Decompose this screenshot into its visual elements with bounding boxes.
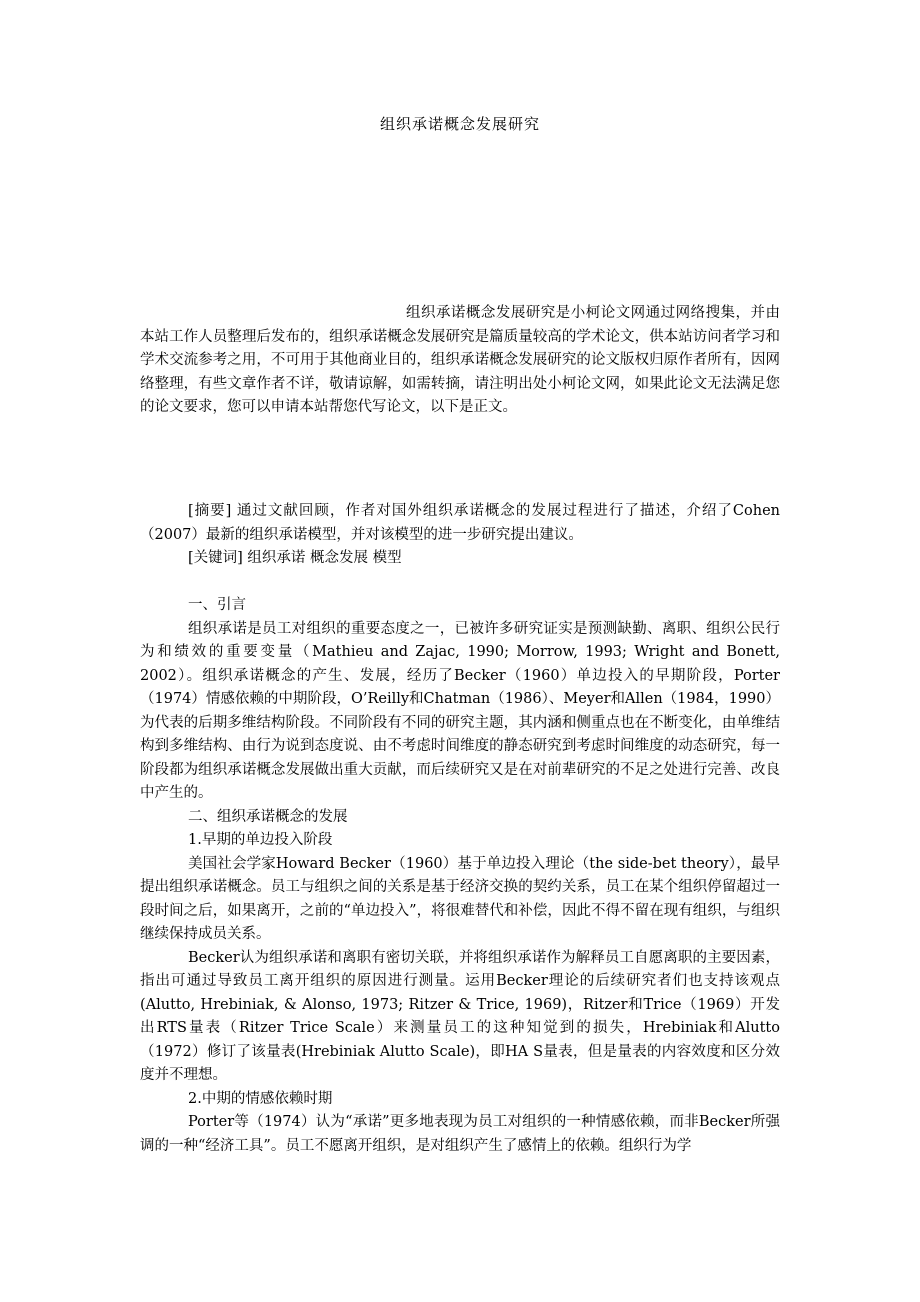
spacer [140,571,780,595]
introduction-paragraph: 组织承诺是员工对组织的重要态度之一，已被许多研究证实是预测缺勤、离职、组织公民行为和绩效的重要变量（Mathieu and Zajac, 1990; Morrow, 1993; Wright and Bonett, 2002）。组织承诺概念的产生、发展，经历了Becker（1960）单边投入的早期阶段，Porter（1974）情感依赖的中期阶段，O’Reilly和Chatman（1986）、Meyer和Allen（1984，1990）为代表的后期多维结构阶段。不同阶段有不同的研究主题，其内涵和侧重点也在不断变化，由单维结构到多维结构、由行为说到态度说、由不考虑时间维度的静态研究到考虑时间维度的动态研究，每一阶段都为组织承诺概念发展做出重大贡献，而后续研究又是在对前辈研究的不足之处进行完善、改良中产生的。 [140,620,780,801]
early-stage-paragraph-1: 美国社会学家Howard Becker（1960）基于单边投入理论（the side-bet theory），最早提出组织承诺概念。员工与组织之间的关系是基于经济交换的契约关系，员工在某个组织停留超过一段时间之后，如果离开，之前的“单边投入”，将很难替代和补偿，因此不得不留在现有组织，与组织继续保持成员关系。 [140,855,780,942]
subsection-heading-early-stage: 1.早期的单边投入阶段 [188,832,333,848]
early-stage-paragraph-2: Becker认为组织承诺和离职有密切关联，并将组织承诺作为解释员工自愿离职的主要因素，指出可通过导致员工离开组织的原因进行测量。运用Becker理论的后续研究者们也支持该观点(Alutto, Hrebiniak, & Alonso, 1973; Ritzer & Trice, 1969)，Ritzer和Trice（1969）开发出RTS量表（Ritzer Trice Scale）来测量员工的这种知觉到的损失，Hrebiniak和Alutto（1972）修订了该量表(Hrebiniak Alutto Scale)，即HA S量表，但是量表的内容效度和区分效度并不理想。 [140,949,780,1083]
abstract-paragraph: [摘要] 通过文献回顾，作者对国外组织承诺概念的发展过程进行了描述，介绍了Cohen（2007）最新的组织承诺模型，并对该模型的进一步研究提出建议。 [140,503,780,543]
page-title: 组织承诺概念发展研究 [379,115,540,133]
section-heading-development: 二、组织承诺概念的发展 [188,808,348,825]
keywords-paragraph: [关键词] 组织承诺 概念发展 模型 [188,550,402,566]
subsection-heading-middle-stage: 2.中期的情感依赖时期 [188,1090,333,1107]
section-heading-introduction: 一、引言 [188,597,246,613]
intro-paragraph: 组织承诺概念发展研究是小柯论文网通过网络搜集，并由本站工作人员整理后发布的，组织承诺概念发展研究是篇质量较高的学术论文，供本站访问者学习和学术交流参考之用，不可用于其他商业目的，组织承诺概念发展研究的论文版权归原作者所有，因网络整理，有些文章作者不详，敬请谅解，如需转摘，请注明出处小柯论文网，如果此论文无法满足您的论文要求，您可以申请本站帮您代写论文，以下是正文。 [140,305,780,415]
middle-stage-paragraph-1: Porter等（1974）认为“承诺”更多地表现为员工对组织的一种情感依赖，而非Becker所强调的一种“经济工具”。员工不愿离开组织，是对组织产生了感情上的依赖。组织行为学 [140,1114,780,1154]
document-body [140,500,780,1158]
